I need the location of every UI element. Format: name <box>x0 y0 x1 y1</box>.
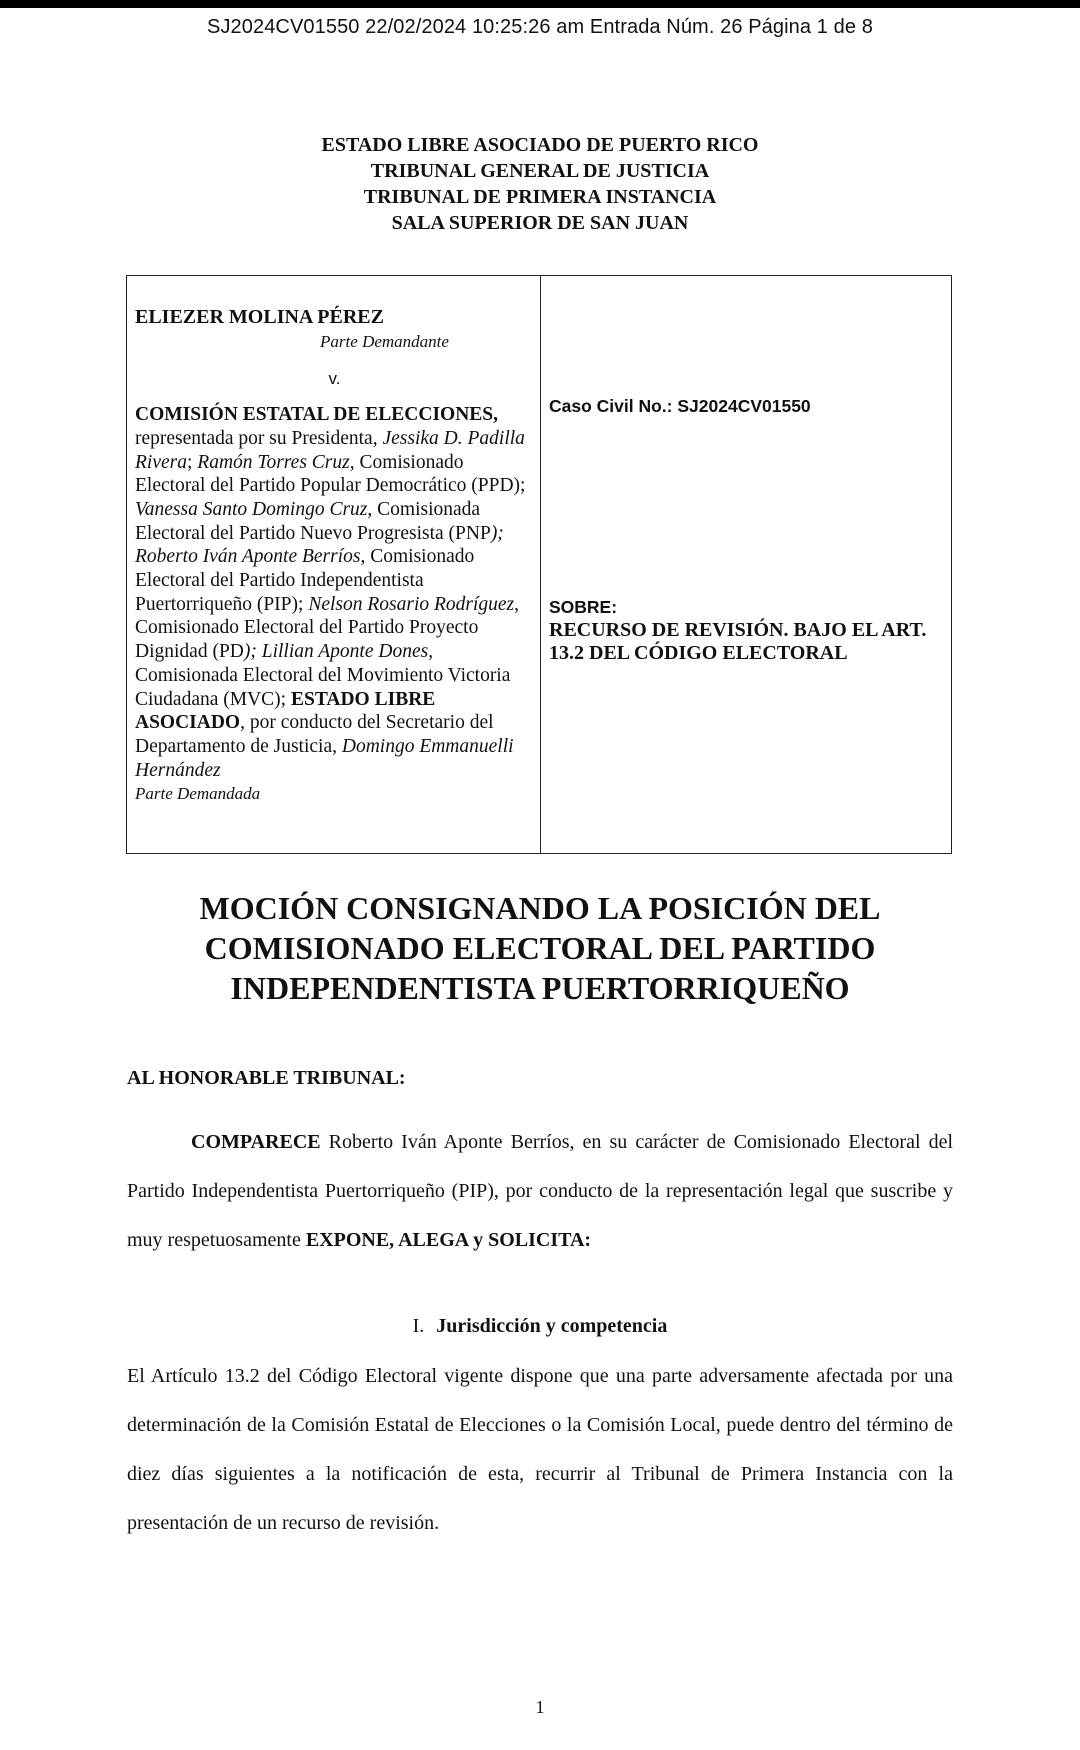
case-info-cell <box>541 276 953 853</box>
versus: v. <box>328 369 341 389</box>
defendant-ela: ESTADO LIBRE ASOCIADO <box>135 688 436 734</box>
title-line-3: INDEPENDENTISTA PUERTORRIQUEÑO <box>230 970 850 1006</box>
defendants-text: COMISIÓN ESTATAL DE ELECCIONES, representada por su Presidenta, Jessika D. Padilla Rivera; Ramón Torres Cruz, Comisionado Electoral del Partido Popular Democrático (PPD); Vanessa Santo Domingo Cruz, Comisionada Electoral del Partido Nuevo Progresista (PNP); Roberto Iván Aponte Berríos, Comisionado Electoral del Partido Independentista Puertorriqueño (PIP); Nelson Rosario Rodríguez, Comisionado Electoral del Partido Proyecto Dignidad (PD); Lillian Aponte Dones, Comisionada Electoral del Movimiento Victoria Ciudadana (MVC); ESTADO LIBRE ASOCIADO, por conducto del Secretario del Departamento de Justicia, Domingo Emmanuelli Hernández <box>135 404 526 781</box>
plaintiff-name: ELIEZER MOLINA PÉREZ <box>135 306 384 328</box>
intro-lead: COMPARECE <box>191 1131 321 1153</box>
section-heading <box>0 1315 1080 1338</box>
section-number: I. <box>412 1315 425 1337</box>
defendant-cee: COMISIÓN ESTATAL DE ELECCIONES, <box>135 404 499 426</box>
section-title: Jurisdicción y competencia <box>436 1315 668 1337</box>
case-number: Caso Civil No.: SJ2024CV01550 <box>549 396 811 416</box>
court-line-2: TRIBUNAL GENERAL DE JUSTICIA <box>370 160 710 182</box>
court-line-4: SALA SUPERIOR DE SAN JUAN <box>391 212 689 234</box>
document-title <box>0 888 1080 1008</box>
intro-text: Roberto Iván Aponte Berríos, en su carácter de Comisionado Electoral del Partido Independentista Puertorriqueño (PIP), por conducto de la representación legal que suscribe y muy respetuosamente <box>127 1131 953 1251</box>
case-subject <box>549 596 944 665</box>
top-border <box>0 0 1080 8</box>
court-header <box>0 132 1080 236</box>
intro-paragraph <box>127 1118 953 1265</box>
parties-cell <box>127 276 541 853</box>
subject-label: SOBRE: <box>549 597 618 617</box>
page-number: 1 <box>535 1697 545 1717</box>
plaintiff-role: Parte Demandante <box>320 331 449 351</box>
court-line-3: TRIBUNAL DE PRIMERA INSTANCIA <box>363 186 717 208</box>
subject-text: RECURSO DE REVISIÓN. BAJO EL ART. 13.2 DEL CÓDIGO ELECTORAL <box>549 619 927 664</box>
court-line-1: ESTADO LIBRE ASOCIADO DE PUERTO RICO <box>321 134 759 156</box>
case-caption-table <box>126 275 952 854</box>
defendant-role: Parte Demandada <box>135 784 261 804</box>
salutation: AL HONORABLE TRIBUNAL: <box>127 1067 406 1089</box>
section-paragraph: El Artículo 13.2 del Código Electoral vigente dispone que una parte adversamente afectada por una determinación de la Comisión Estatal de Elecciones o la Comisión Local, puede dentro del término de diez días siguientes a la notificación de esta, recurrir al Tribunal de Primera Instancia con la presentación de un recurso de revisión. <box>127 1365 953 1534</box>
title-line-1: MOCIÓN CONSIGNANDO LA POSICIÓN DEL <box>199 890 881 926</box>
intro-ending: EXPONE, ALEGA y SOLICITA: <box>305 1229 592 1251</box>
filing-stamp: SJ2024CV01550 22/02/2024 10:25:26 am Entrada Núm. 26 Página 1 de 8 <box>207 16 873 38</box>
title-line-2: COMISIONADO ELECTORAL DEL PARTIDO <box>204 930 876 966</box>
